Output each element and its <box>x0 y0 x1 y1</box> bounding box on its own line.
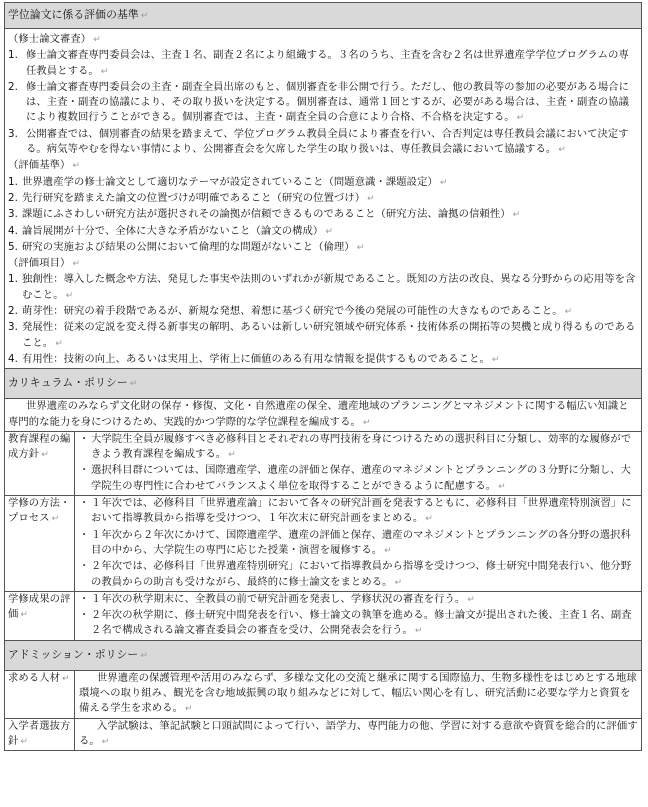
evaluation-item-number: 1. <box>8 273 19 286</box>
paragraph-mark: ↵ <box>467 594 475 605</box>
curriculum-bullet-text <box>91 608 638 640</box>
degree-criteria-title: 学位論文に係る評価の基準 <box>8 8 139 21</box>
criteria-item-text <box>22 240 638 256</box>
admission-row <box>5 670 642 718</box>
curriculum-policy-title: カリキュラム・ポリシー <box>8 376 128 390</box>
review-item-text <box>26 48 638 80</box>
policy-document <box>4 2 642 751</box>
curriculum-row <box>5 496 642 592</box>
paragraph-mark: ↵ <box>65 290 74 301</box>
criteria-item-number: 4. <box>8 224 19 237</box>
evaluation-item-text-content: 有用性：技術の向上、あるいは実用上、学術上に価値のある有用な情報を提供するものであること。 <box>22 352 490 365</box>
evaluation-item-text <box>22 304 638 320</box>
curriculum-bullet-text <box>91 592 638 608</box>
criteria-item-text <box>22 224 638 240</box>
admission-row <box>5 718 642 751</box>
curriculum-row-content <box>75 591 642 640</box>
curriculum-bullet-text <box>91 463 638 495</box>
criteria-item-number: 1. <box>8 175 19 188</box>
degree-criteria-body <box>5 29 642 369</box>
evaluation-item <box>8 352 638 368</box>
criteria-item <box>8 207 638 223</box>
bullet-glyph: ・ <box>79 592 90 605</box>
review-item-text-content: 修士論文審査専門委員会の主査・副査全員出席のもと、個別審査を非公開で行う。ただし、他の教員等の参加の必要がある場合には、主査・副査の協議により、その取り扱いを決定する。個別審査は、通常１回とするが、必要がある場合は、主査・副査の協議により複数回行うことができる。個別審査では、主査・副査全員の合意により合格、不合格を決定する。 <box>26 80 630 124</box>
curriculum-bullet <box>79 496 638 528</box>
criteria-item-number: 3. <box>8 208 19 221</box>
bullet-glyph: ・ <box>79 432 90 445</box>
evaluation-item <box>8 320 638 352</box>
review-item-number: 2. <box>8 80 19 93</box>
evaluation-item-number: 4. <box>8 352 19 365</box>
curriculum-row <box>5 431 642 495</box>
evaluation-item-text-content: 発展性：従来の定説を変え得る新事実の解明、あるいは新しい研究領域や研究体系・技術体系の開拓等の契機と成り得るものであること。 <box>22 321 636 349</box>
paragraph-mark: ↵ <box>516 113 525 124</box>
curriculum-intro-cell <box>5 399 642 432</box>
admission-row-content: 世界遺産の保護管理や活用のみならず、多様な文化の交流と継承に関する国際協力、生物多様性をはじめとする地球環境への取り組み、観光を含む地域振興の取り組みなどに対して、幅広い関心を有し、研究活動に必要な学力と資質を備える学生を求める。 ↵ <box>75 670 642 718</box>
bullet-glyph: ・ <box>79 560 90 573</box>
evaluation-item-text <box>22 352 638 368</box>
paragraph-mark: ↵ <box>55 338 63 349</box>
curriculum-bullet-text <box>91 559 638 591</box>
evaluation-item-number: 3. <box>8 321 19 334</box>
admission-policy-header: アドミッション・ポリシー ↵ <box>5 640 642 670</box>
curriculum-bullet <box>79 608 638 640</box>
paragraph-mark: ↵ <box>325 226 333 237</box>
criteria-item-text <box>22 175 638 191</box>
evaluation-item <box>8 304 638 320</box>
criteria-item-text-content: 先行研究を踏まえた論文の位置づけが明確であること（研究の位置づけ） <box>22 191 366 204</box>
evaluation-heading: （評価項目） ↵ <box>8 257 81 270</box>
curriculum-row-content <box>75 431 642 495</box>
review-item-text <box>26 127 638 159</box>
paragraph-mark: ↵ <box>414 626 423 637</box>
review-item <box>8 127 638 159</box>
curriculum-bullet-content: ２年次では、必修科目「世界遺産特別研究」において指導教員から指導を受けつつ、修士研究中間発表行い、他分野の教員からの助言も受けながら、最終的に修士論文をまとめる。 <box>91 560 632 588</box>
admission-policy-title: アドミッション・ポリシー <box>8 647 139 661</box>
criteria-item <box>8 224 638 240</box>
bullet-glyph: ・ <box>79 497 90 510</box>
curriculum-bullet-text <box>91 432 638 464</box>
criteria-item <box>8 240 638 256</box>
evaluation-list <box>8 272 638 368</box>
admission-row-label: 入学者選抜方針 ↵ <box>5 718 75 751</box>
admission-row-label: 求める人材 ↵ <box>5 670 75 718</box>
bullet-glyph: ・ <box>79 464 90 477</box>
admission-row-content: 入学試験は、筆記試験と口頭試問によって行い、語学力、専門能力の他、学習に対する意欲や資質を総合的に評価する。 ↵ <box>75 718 642 751</box>
criteria-list <box>8 175 638 256</box>
evaluation-item-number: 2. <box>8 305 19 318</box>
review-heading: （修士論文審査） ↵ <box>8 33 101 45</box>
paragraph-mark: ↵ <box>384 545 392 556</box>
paragraph-mark: ↵ <box>439 177 448 188</box>
criteria-item-text-content: 論旨展開が十分で、全体に大きな矛盾がないこと（論文の構成） <box>22 224 324 237</box>
review-item <box>8 48 638 80</box>
review-item-text-content: 公開審査では、個別審査の結果を踏まえて、学位プログラム教員全員により審査を行い、合否判定は専任教員会議において決定する。病気等やむを得ない事情により、公開審査会を欠席した学生の取り扱いは、専任教員会議において協議する。 <box>26 127 629 156</box>
criteria-item-number: 2. <box>8 191 19 204</box>
curriculum-bullet-text <box>91 496 638 528</box>
paragraph-mark: ↵ <box>100 66 109 77</box>
degree-criteria-header: 学位論文に係る評価の基準 ↵ <box>5 3 642 29</box>
curriculum-bullet-text <box>91 528 638 560</box>
paragraph-mark: ↵ <box>558 145 566 156</box>
criteria-item-text-content: 研究の実施および結果の公開において倫理的な問題がないこと（倫理） <box>22 240 355 253</box>
paragraph-mark: ↵ <box>491 354 500 365</box>
evaluation-item <box>8 272 638 304</box>
curriculum-policy-header: カリキュラム・ポリシー ↵ <box>5 369 642 399</box>
curriculum-row-label: 教育課程の編成方針 ↵ <box>5 431 75 495</box>
curriculum-row-label: 学修の方法・プロセス ↵ <box>5 496 75 592</box>
curriculum-bullet-content: 大学院生全員が履修すべき必修科目とそれぞれの専門技術を身につけるための選択科目に分類し、効率的な履修ができよう教育課程を編成する。 <box>91 432 632 461</box>
curriculum-bullet-content: 選択科目群については、国際遺産学、遺産の評価と保存、遺産のマネジメントとプランニングの３分野に分類し、大学院生の専門性に合わせてバランスよく単位を取得することができるように配慮する。 <box>91 464 631 492</box>
criteria-heading: （評価基準） ↵ <box>8 159 81 172</box>
curriculum-bullet-content: １年次では、必修科目「世界遺産論」において各々の研究計画を発表するともに、必修科目「世界遺産特別演習」において指導教員から指導を受けつつ、１年次末に研究計画をまとめる。 <box>91 497 632 525</box>
evaluation-item-text <box>22 320 638 352</box>
criteria-item-text-content: 世界遺産学の修士論文として適切なテーマが設定されていること（問題意識・課題設定） <box>22 175 438 188</box>
review-item-text <box>26 80 638 127</box>
policy-table <box>4 2 642 751</box>
review-item-number: 1. <box>8 49 19 62</box>
paragraph-mark: ↵ <box>367 193 375 204</box>
curriculum-bullet-content: ２年次の秋学期に、修士研究中間発表を行い、修士論文の執筆を進める。修士論文が提出された後、主査１名、副査２名で構成される論文審査委員会の審査を受け、公開発表会を行う。 <box>91 609 632 637</box>
criteria-item <box>8 175 638 191</box>
paragraph-mark: ↵ <box>228 450 236 461</box>
review-item-number: 3. <box>8 127 19 140</box>
review-item <box>8 80 638 127</box>
evaluation-item-text-content: 独創性：導入した概念や方法、発見した事実や法則のいずれかが新規であること。既知の方法の改良、異なる分野からの応用等を含むこと。 <box>22 273 636 301</box>
review-item-text-content: 修士論文審査専門委員会は、主査１名、副査２名により組織する。３名のうち、主査を含む２名は世界遺産学学位プログラムの専任教員とする。 <box>26 49 629 77</box>
curriculum-bullet <box>79 463 638 495</box>
criteria-item-text <box>22 207 638 223</box>
curriculum-row-content <box>75 496 642 592</box>
criteria-item-number: 5. <box>8 240 19 253</box>
evaluation-item-text <box>22 272 638 304</box>
bullet-glyph: ・ <box>79 528 90 541</box>
paragraph-mark: ↵ <box>512 210 521 221</box>
criteria-item-text <box>22 191 638 207</box>
paragraph-mark: ↵ <box>356 242 365 253</box>
paragraph-mark: ↵ <box>425 514 433 525</box>
curriculum-bullet <box>79 432 638 464</box>
bullet-glyph: ・ <box>79 609 90 622</box>
curriculum-bullet <box>79 528 638 560</box>
curriculum-bullet <box>79 559 638 591</box>
curriculum-bullet-content: １年次から２年次にかけて、国際遺産学、遺産の評価と保存、遺産のマネジメントとプランニングの各分野の選択科目の中から、大学院生の専門に応じた授業・演習を履修する。 <box>91 528 631 556</box>
curriculum-intro: 世界遺産のみならず文化財の保存・修復、文化・自然遺産の保全、遺産地域のプランニングとマネジメントに関する幅広い知識と専門的な能力を身につけるため、実践的かつ学際的な学位課程を編成する。 ↵ <box>8 400 629 428</box>
criteria-item <box>8 191 638 207</box>
curriculum-row-label: 学修成果の評価 ↵ <box>5 591 75 640</box>
curriculum-bullet-content: １年次の秋学期末に、全教員の前で研究計画を発表し、学修状況の審査を行う。 <box>91 592 466 605</box>
criteria-item-text-content: 課題にふさわしい研究方法が選択されその論拠が信頼できるものであること（研究方法、論拠の信頼性） <box>22 208 511 221</box>
paragraph-mark: ↵ <box>394 577 403 588</box>
evaluation-item-text-content: 萌芽性：研究の着手段階であるが、新規な発想、着想に基づく研究で今後の発展の可能性の大きなものであること。 <box>22 305 563 318</box>
paragraph-mark: ↵ <box>564 307 573 318</box>
curriculum-row <box>5 591 642 640</box>
curriculum-bullet <box>79 592 638 608</box>
paragraph-mark: ↵ <box>498 481 506 492</box>
review-list <box>8 48 638 158</box>
